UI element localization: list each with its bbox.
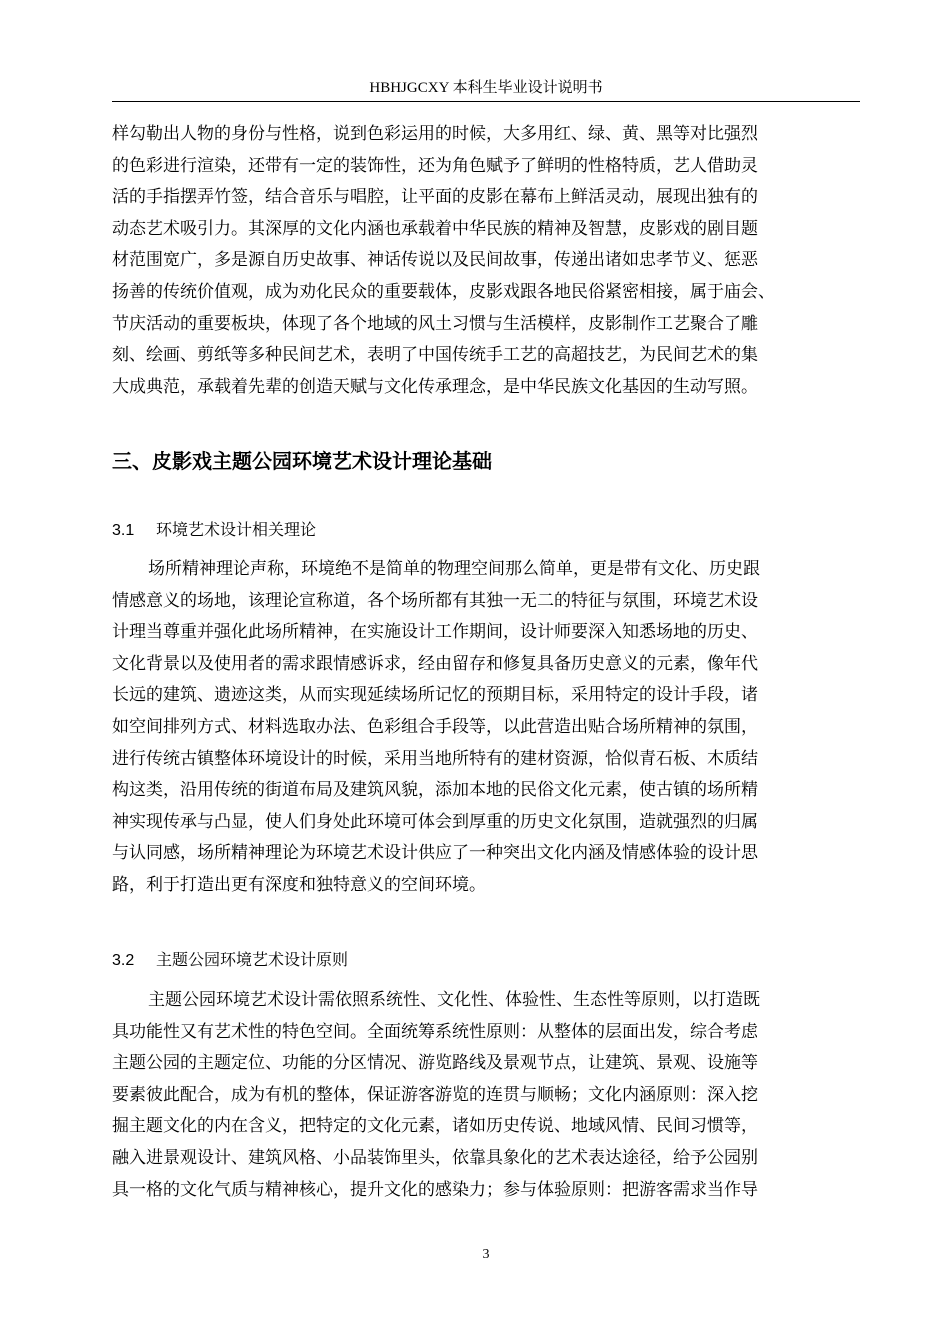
text-line: 活的手指摆弄竹签，结合音乐与唱腔，让平面的皮影在幕布上鲜活灵动，展现出独有的 bbox=[112, 187, 758, 208]
text-line: 要素彼此配合，成为有机的整体，保证游客游览的连贯与顺畅；文化内涵原则：深入挖 bbox=[112, 1084, 758, 1105]
section-heading-3-2 bbox=[112, 948, 348, 973]
text-line: 神实现传承与凸显，使人们身处此环境可体会到厚重的历史文化氛围，造就强烈的归属 bbox=[112, 811, 758, 832]
text-line: 路，利于打造出更有深度和独特意义的空间环境。 bbox=[112, 874, 486, 895]
text-line: 计理当尊重并强化此场所精神，在实施设计工作期间，设计师要深入知悉场地的历史、 bbox=[112, 622, 758, 643]
text-line: 主题公园环境艺术设计需依照系统性、文化性、体验性、生态性等原则，以打造既 bbox=[148, 990, 760, 1010]
header-rule bbox=[112, 101, 860, 102]
intro-paragraph bbox=[112, 119, 860, 403]
section-title: 主题公园环境艺术设计原则 bbox=[156, 950, 349, 969]
chapter-heading: 三、皮影戏主题公园环境艺术设计理论基础 bbox=[112, 449, 492, 473]
section-number: 3.1 bbox=[112, 522, 135, 539]
text-line: 掘主题文化的内在含义，把特定的文化元素，诸如历史传说、地域风情、民间习惯等， bbox=[112, 1116, 758, 1137]
text-line: 动态艺术吸引力。其深厚的文化内涵也承载着中华民族的精神及智慧，皮影戏的剧目题 bbox=[112, 218, 758, 239]
section-3-2-paragraph bbox=[112, 985, 860, 1206]
text-line: 材范围宽广，多是源自历史故事、神话传说以及民间故事，传递出诸如忠孝节义、惩恶 bbox=[112, 250, 758, 271]
text-line: 如空间排列方式、材料选取办法、色彩组合手段等，以此营造出贴合场所精神的氛围， bbox=[112, 716, 758, 737]
text-line: 情感意义的场地，该理论宣称道，各个场所都有其独一无二的特征与氛围，环境艺术设 bbox=[112, 590, 758, 611]
page-number: 3 bbox=[482, 1247, 490, 1262]
text-line: 文化背景以及使用者的需求跟情感诉求，经由留存和修复具备历史意义的元素，像年代 bbox=[112, 653, 758, 674]
running-header: HBHJGCXY 本科生毕业设计说明书 bbox=[369, 80, 603, 96]
section-heading-3-1 bbox=[112, 518, 316, 543]
text-line: 与认同感，场所精神理论为环境艺术设计供应了一种突出文化内涵及情感体验的设计思 bbox=[112, 843, 758, 864]
text-line: 刻、绘画、剪纸等多种民间艺术，表明了中国传统手工艺的高超技艺，为民间艺术的集 bbox=[112, 345, 758, 366]
text-line: 节庆活动的重要板块，体现了各个地域的风土习惯与生活模样，皮影制作工艺聚合了雕 bbox=[112, 313, 758, 334]
text-line: 长远的建筑、遗迹这类，从而实现延续场所记忆的预期目标，采用特定的设计手段，诸 bbox=[112, 685, 758, 706]
text-line: 融入进景观设计、建筑风格、小品装饰里头，依靠具象化的艺术表达途径，给予公园别 bbox=[112, 1147, 758, 1168]
text-line: 构这类，沿用传统的街道布局及建筑风貌，添加本地的民俗文化元素，使古镇的场所精 bbox=[112, 780, 758, 801]
text-line: 的色彩进行渲染，还带有一定的装饰性，还为角色赋予了鲜明的性格特质，艺人借助灵 bbox=[112, 155, 758, 176]
text-line: 进行传统古镇整体环境设计的时候，采用当地所特有的建材资源，恰似青石板、木质结 bbox=[112, 748, 758, 769]
text-line: 具一格的文化气质与精神核心，提升文化的感染力；参与体验原则：把游客需求当作导 bbox=[112, 1179, 758, 1200]
text-line: 场所精神理论声称，环境绝不是简单的物理空间那么简单，更是带有文化、历史跟 bbox=[148, 559, 760, 579]
text-line: 大成典范，承载着先辈的创造天赋与文化传承理念，是中华民族文化基因的生动写照。 bbox=[112, 376, 758, 397]
text-line: 具功能性又有艺术性的特色空间。全面统筹系统性原则：从整体的层面出发，综合考虑 bbox=[112, 1021, 758, 1042]
section-number: 3.2 bbox=[112, 952, 135, 969]
section-title: 环境艺术设计相关理论 bbox=[156, 520, 317, 539]
section-3-1-paragraph bbox=[112, 554, 860, 902]
text-line: 主题公园的主题定位、功能的分区情况、游览路线及景观节点，让建筑、景观、设施等 bbox=[112, 1053, 758, 1074]
text-line: 扬善的传统价值观，成为劝化民众的重要载体，皮影戏跟各地民俗紧密相接，属于庙会、 bbox=[112, 281, 775, 302]
text-line: 样勾勒出人物的身份与性格，说到色彩运用的时候，大多用红、绿、黄、黑等对比强烈 bbox=[112, 124, 758, 144]
